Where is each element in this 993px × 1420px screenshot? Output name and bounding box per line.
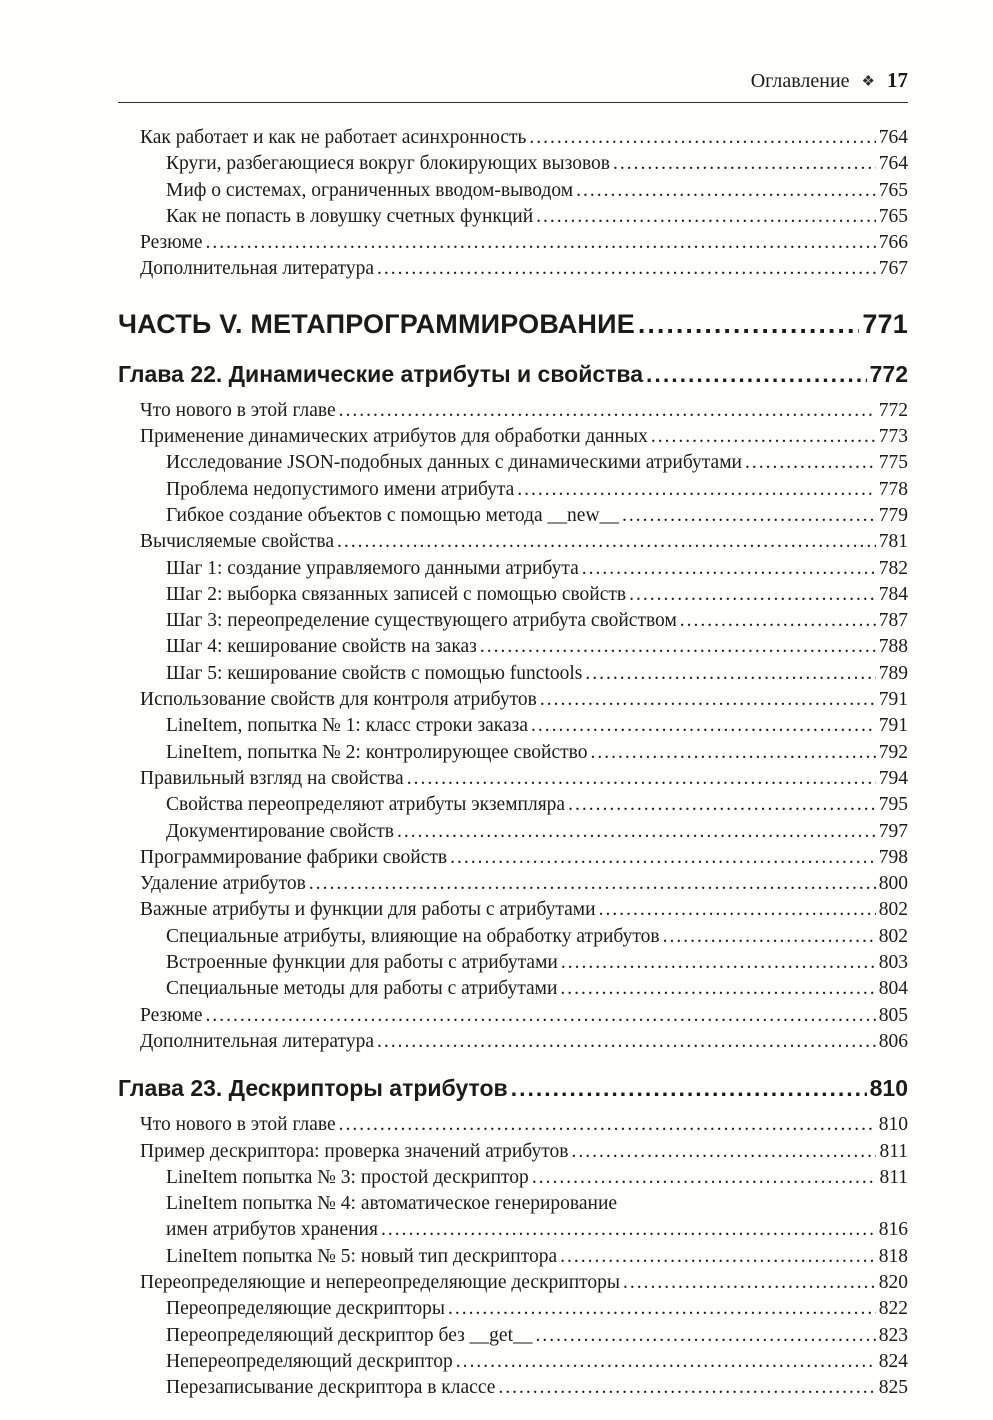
toc-entry-page: 788 — [878, 636, 908, 658]
toc-list — [118, 125, 908, 1401]
toc-entry-title: LineItem, попытка № 1: класс строки заказа — [166, 715, 528, 737]
toc-entry-page: 802 — [878, 899, 908, 921]
toc-entry — [118, 125, 908, 151]
toc-entry-page: 792 — [878, 741, 908, 763]
toc-entry-page: 765 — [878, 205, 908, 227]
toc-dot-leader — [582, 556, 876, 582]
toc-dot-leader — [536, 204, 876, 230]
toc-entry-title: Шаг 3: переопределение существующего атрибута свойством — [166, 610, 677, 632]
toc-entry-page: 823 — [878, 1324, 908, 1346]
toc-dot-leader — [531, 713, 876, 739]
toc-entry — [118, 1270, 908, 1296]
toc-dot-leader — [511, 1073, 867, 1103]
toc-entry-title: имен атрибутов хранения — [166, 1219, 378, 1241]
toc-entry-title: Переопределяющий дескриптор без __get__ — [166, 1324, 533, 1346]
toc-entry-page: 773 — [878, 426, 908, 448]
toc-entry-page: 804 — [878, 978, 908, 1000]
toc-entry-title: Шаг 5: кеширование свойств с помощью functools — [166, 662, 583, 684]
toc-entry-title: Шаг 1: создание управляемого данными атрибута — [166, 557, 579, 579]
toc-dot-leader — [663, 924, 876, 950]
toc-entry-page: 779 — [878, 504, 908, 526]
toc-entry-title: Перезаписывание дескриптора в классе — [166, 1377, 496, 1399]
toc-entry — [118, 178, 908, 204]
toc-entry — [118, 256, 908, 282]
toc-entry-title: LineItem попытка № 5: новый тип дескриптора — [166, 1245, 558, 1267]
toc-entry-page: 778 — [878, 478, 908, 500]
toc-entry-title: Проблема недопустимого имени атрибута — [166, 478, 515, 500]
toc-entry — [118, 1349, 908, 1375]
toc-part-heading — [118, 307, 908, 341]
toc-entry-page: 772 — [878, 399, 908, 421]
toc-entry-page: 810 — [878, 1114, 908, 1136]
toc-entry — [118, 976, 908, 1002]
toc-entry-title: Глава 22. Динамические атрибуты и свойства — [118, 360, 644, 387]
toc-dot-leader — [571, 1139, 876, 1165]
toc-entry-page: 775 — [878, 452, 908, 474]
toc-entry — [118, 713, 908, 739]
toc-entry — [118, 897, 908, 923]
toc-entry-title: Встроенные функции для работы с атрибутами — [166, 952, 558, 974]
toc-entry — [118, 582, 908, 608]
toc-entry-page: 811 — [879, 1140, 908, 1162]
toc-dot-leader — [646, 359, 867, 389]
toc-entry — [118, 450, 908, 476]
toc-entry — [118, 924, 908, 950]
toc-entry-page: 816 — [878, 1219, 908, 1241]
toc-entry-page: 810 — [869, 1075, 908, 1102]
toc-entry — [118, 1375, 908, 1401]
toc-entry-page: 820 — [878, 1271, 908, 1293]
toc-entry — [118, 1244, 908, 1270]
toc-dot-leader — [517, 477, 875, 503]
toc-entry-title: Глава 23. Дескрипторы атрибутов — [118, 1075, 508, 1102]
toc-entry — [118, 230, 908, 256]
toc-dot-leader — [576, 178, 876, 204]
toc-entry-title: Применение динамических атрибутов для обработки данных — [140, 426, 648, 448]
toc-entry — [118, 1029, 908, 1055]
toc-entry-title: Круги, разбегающиеся вокруг блокирующих вызовов — [166, 153, 610, 175]
toc-entry-page: 787 — [878, 610, 908, 632]
toc-entry — [118, 871, 908, 897]
toc-entry-title: Программирование фабрики свойств — [140, 846, 448, 868]
toc-entry-page: 782 — [878, 557, 908, 579]
toc-dot-leader — [599, 897, 876, 923]
toc-entry-title: LineItem попытка № 4: автоматическое генерирование — [166, 1193, 618, 1215]
toc-entry-page: 794 — [878, 767, 908, 789]
toc-entry — [118, 529, 908, 555]
toc-entry — [118, 766, 908, 792]
toc-dot-leader — [529, 125, 875, 151]
toc-entry — [118, 503, 908, 529]
toc-dot-leader — [407, 766, 876, 792]
toc-dot-leader — [339, 398, 876, 424]
toc-entry — [118, 661, 908, 687]
toc-dot-leader — [622, 503, 876, 529]
toc-entry-title: Шаг 4: кеширование свойств на заказ — [166, 636, 477, 658]
toc-entry — [118, 556, 908, 582]
toc-entry-title: Переопределяющие и непереопределяющие дескрипторы — [140, 1271, 621, 1293]
toc-entry-title: Что нового в этой главе — [140, 399, 336, 421]
toc-entry-title: Миф о системах, ограниченных вводом-выводом — [166, 179, 574, 201]
toc-dot-leader — [613, 151, 876, 177]
toc-entry-title: Правильный взгляд на свойства — [140, 767, 404, 789]
toc-entry-page: 797 — [878, 820, 908, 842]
toc-entry — [118, 1191, 908, 1217]
toc-entry-page: 764 — [878, 127, 908, 148]
toc-dot-leader — [450, 845, 876, 871]
toc-entry-page: 771 — [862, 308, 908, 339]
toc-dot-leader — [339, 1112, 876, 1138]
toc-dot-leader — [680, 608, 876, 634]
toc-entry — [118, 634, 908, 660]
diamond-ornament-icon: ❖ — [861, 74, 875, 90]
toc-entry — [118, 792, 908, 818]
toc-entry-title: Дополнительная литература — [140, 258, 374, 280]
toc-entry-page: 791 — [878, 689, 908, 711]
toc-entry-title: Гибкое создание объектов с помощью метода __new__ — [166, 504, 620, 526]
toc-dot-leader — [498, 1375, 875, 1401]
toc-entry-page: 795 — [878, 794, 908, 816]
toc-dot-leader — [560, 1244, 876, 1270]
toc-entry-title: Резюме — [140, 1004, 203, 1026]
toc-dot-leader — [651, 424, 876, 450]
toc-entry — [118, 819, 908, 845]
toc-entry — [118, 1165, 908, 1191]
toc-entry-page: 765 — [878, 179, 908, 201]
toc-entry-title: Непереопределяющий дескриптор — [166, 1350, 453, 1372]
toc-entry-title: ЧАСТЬ V. МЕТАПРОГРАММИРОВАНИЕ — [118, 308, 635, 339]
toc-entry-page: 803 — [878, 952, 908, 974]
toc-entry-page: 825 — [878, 1377, 908, 1399]
toc-dot-leader — [638, 307, 859, 341]
toc-dot-leader — [381, 1217, 876, 1243]
toc-entry-page: 798 — [878, 846, 908, 868]
toc-dot-leader — [377, 1029, 876, 1055]
toc-entry-title: Специальные методы для работы с атрибутами — [166, 978, 558, 1000]
toc-entry — [118, 398, 908, 424]
running-head-title: Оглавление — [750, 70, 850, 92]
toc-dot-leader — [397, 819, 876, 845]
toc-entry-page: 822 — [878, 1298, 908, 1320]
toc-dot-leader — [585, 661, 875, 687]
toc-entry-page: 806 — [878, 1030, 908, 1052]
toc-entry-page: 805 — [878, 1004, 908, 1026]
toc-entry-title: LineItem, попытка № 2: контролирующее свойство — [166, 741, 588, 763]
toc-entry — [118, 608, 908, 634]
toc-entry-title: Специальные атрибуты, влияющие на обработку атрибутов — [166, 925, 660, 947]
toc-chapter-heading — [118, 359, 908, 389]
toc-dot-leader — [456, 1349, 876, 1375]
toc-chapter-heading — [118, 1073, 908, 1103]
toc-dot-leader — [629, 582, 876, 608]
toc-entry-page: 766 — [878, 232, 908, 254]
toc-dot-leader — [480, 634, 876, 660]
toc-entry-page: 818 — [878, 1245, 908, 1267]
toc-entry-title: Свойства переопределяют атрибуты экземпляра — [166, 794, 566, 816]
toc-entry-title: Как не попасть в ловушку счетных функций — [166, 205, 534, 227]
toc-entry — [118, 740, 908, 766]
toc-entry-page: 772 — [869, 360, 908, 387]
page-header — [118, 68, 908, 103]
toc-entry-title: Шаг 2: выборка связанных записей с помощью свойств — [166, 583, 627, 605]
toc-dot-leader — [590, 740, 875, 766]
toc-entry — [118, 424, 908, 450]
page-content — [118, 68, 908, 1401]
toc-dot-leader — [560, 976, 875, 1002]
toc-dot-leader — [206, 1003, 876, 1029]
toc-entry-page: 791 — [878, 715, 908, 737]
toc-dot-leader — [532, 1165, 877, 1191]
toc-entry-title: Исследование JSON-подобных данных с динамическими атрибутами — [166, 452, 742, 474]
toc-entry-page: 789 — [878, 662, 908, 684]
toc-entry-title: Документирование свойств — [166, 820, 394, 842]
toc-entry — [118, 1323, 908, 1349]
toc-entry — [118, 1112, 908, 1138]
toc-dot-leader — [309, 871, 876, 897]
toc-entry-title: Использование свойств для контроля атрибутов — [140, 689, 537, 711]
toc-entry-title: Вычисляемые свойства — [140, 531, 335, 553]
toc-dot-leader — [561, 950, 876, 976]
toc-dot-leader — [540, 687, 876, 713]
toc-entry — [118, 1296, 908, 1322]
toc-entry-title: Дополнительная литература — [140, 1030, 374, 1052]
toc-dot-leader — [377, 256, 876, 282]
toc-entry — [118, 151, 908, 177]
toc-entry-title: Переопределяющие дескрипторы — [166, 1298, 445, 1320]
toc-entry — [118, 687, 908, 713]
toc-entry-page: 781 — [878, 531, 908, 553]
toc-entry-title: Удаление атрибутов — [140, 873, 306, 895]
toc-dot-leader — [568, 792, 876, 818]
toc-dot-leader — [536, 1323, 876, 1349]
toc-entry-title: Как работает и как не работает асинхронность — [140, 127, 527, 148]
toc-entry-page: 784 — [878, 583, 908, 605]
toc-entry — [118, 1139, 908, 1165]
toc-entry-title: Пример дескриптора: проверка значений атрибутов — [140, 1140, 569, 1162]
toc-entry — [118, 1217, 908, 1243]
toc-entry — [118, 1003, 908, 1029]
toc-dot-leader — [206, 230, 876, 256]
toc-entry-title: LineItem попытка № 3: простой дескриптор — [166, 1166, 529, 1188]
toc-entry-page: 800 — [878, 873, 908, 895]
toc-dot-leader — [448, 1296, 876, 1322]
toc-dot-leader — [623, 1270, 876, 1296]
toc-entry-page: 811 — [879, 1166, 908, 1188]
toc-entry-title: Резюме — [140, 232, 203, 254]
toc-entry — [118, 477, 908, 503]
toc-entry — [118, 845, 908, 871]
toc-entry — [118, 950, 908, 976]
toc-entry — [118, 204, 908, 230]
toc-dot-leader — [337, 529, 876, 555]
toc-entry-page: 764 — [878, 153, 908, 175]
toc-entry-page: 767 — [878, 258, 908, 280]
page-number: 17 — [887, 68, 908, 92]
toc-entry-page: 824 — [878, 1350, 908, 1372]
toc-entry-page: 802 — [878, 925, 908, 947]
toc-entry-title: Что нового в этой главе — [140, 1114, 336, 1136]
toc-entry-title: Важные атрибуты и функции для работы с атрибутами — [140, 899, 596, 921]
toc-dot-leader — [745, 450, 876, 476]
